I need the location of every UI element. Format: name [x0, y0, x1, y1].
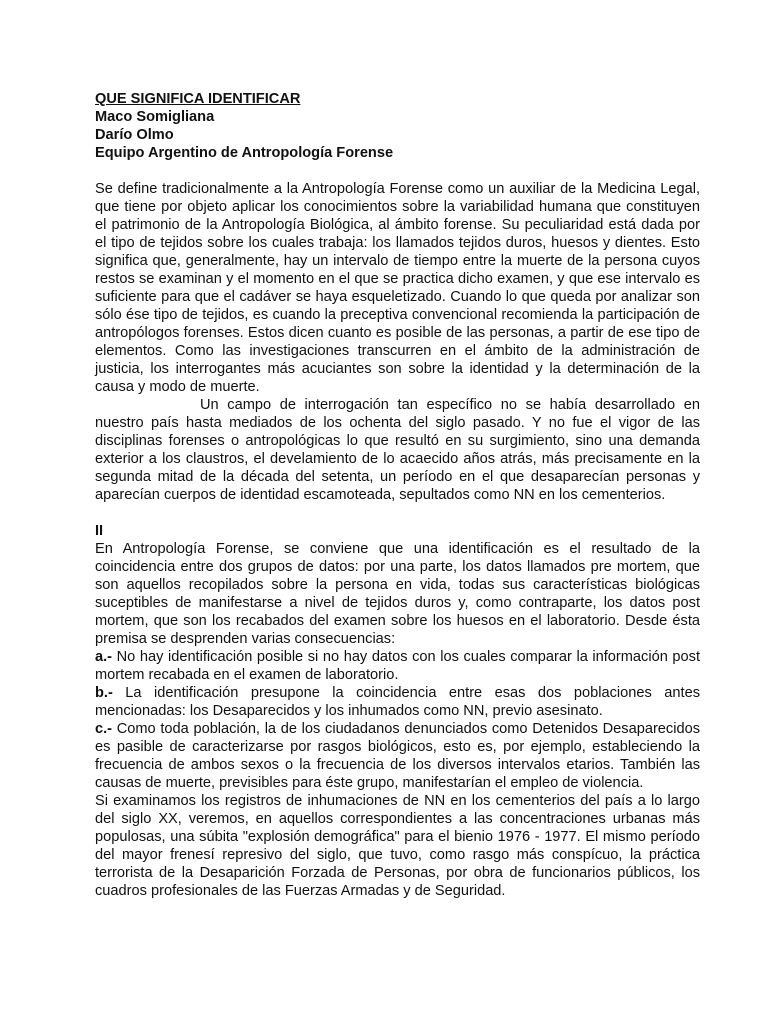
item-label-a: a.-	[95, 649, 113, 665]
document-page	[95, 90, 700, 900]
item-text-c: Como toda población, la de los ciudadanos denunciados como Detenidos Desaparecidos es pasible de caracterizarse por rasgos biológicos, esto es, por ejemplo, estableciendo la frecuencia de ambos sexos o la frecuencia de los diversos intervalos etarios. También las causas de muerte, previsibles para éste grupo, manifestarían el empleo de violencia.	[95, 721, 700, 791]
spacer	[95, 504, 700, 522]
paragraph-2	[95, 396, 700, 504]
spacer	[95, 162, 700, 180]
author-2: Darío Olmo	[95, 127, 174, 143]
item-text-a: No hay identificación posible si no hay datos con los cuales comparar la información post mortem recabada en el examen de laboratorio.	[95, 649, 700, 683]
document-header	[95, 90, 700, 162]
paragraph-2-text: Un campo de interrogación tan específico no se había desarrollado en nuestro país hasta mediados de los ochenta del siglo pasado. Y no fue el vigor de las disciplinas forenses o antropológicas lo que resultó en su surgimiento, sino una demanda exterior a los claustros, el develamiento de lo acaecido años atrás, más precisamente en la segunda mitad de la década del setenta, un período en el que desaparecían personas y aparecían cuerpos de identidad escamoteada, sepultados como NN en los cementerios.	[95, 397, 700, 503]
section-2-intro: En Antropología Forense, se conviene que una identificación es el resultado de la coincidencia entre dos grupos de datos: por una parte, los datos llamados pre mortem, que son aquellos recopilados sobre la persona en vida, todas sus características biológicas suceptibles de manifestarse a nivel de tejidos duros y, como contraparte, los datos post mortem, que son los recabados del examen sobre los huesos en el laboratorio. Desde ésta premisa se desprenden varias consecuencias:	[95, 541, 700, 647]
closing-paragraph: Si examinamos los registros de inhumaciones de NN en los cementerios del país a lo largo del siglo XX, veremos, en aquellos correspondientes a las concentraciones urbanas más populosas, una súbita "explosión demográfica" para el bienio 1976 - 1977. El mismo período del mayor frenesí represivo del siglo, que tuvo, como rasgo más conspícuo, la práctica terrorista de la Desaparición Forzada de Personas, por obra de funcionarios públicos, los cuadros profesionales de las Fuerzas Armadas y de Seguridad.	[95, 793, 700, 899]
item-text-b: La identificación presupone la coincidencia entre esas dos poblaciones antes mencionadas: los Desaparecidos y los inhumados como NN, previo asesinato.	[95, 685, 700, 719]
section-number: II	[95, 523, 104, 539]
item-label-b: b.-	[95, 685, 113, 701]
paragraph-1: Se define tradicionalmente a la Antropología Forense como un auxiliar de la Medicina Legal, que tiene por objeto aplicar los conocimientos sobre la variabilidad humana que constituyen el patrimonio de la Antropología Biológica, al ámbito forense. Su peculiaridad está dada por el tipo de tejidos sobre los cuales trabaja: los llamados tejidos duros, huesos y dientes. Esto significa que, generalmente, hay un intervalo de tiempo entre la muerte de la persona cuyos restos se examinan y el momento en el que se practica dicho examen, y que ese intervalo es suficiente para que el cadáver se haya esqueletizado. Cuando lo que queda por analizar son sólo ése tipo de tejidos, es cuando la preceptiva convencional recomienda la participación de antropólogos forenses. Estos dicen cuanto es posible de las personas, a partir de ese tipo de elementos. Como las investigaciones transcurren en el ámbito de la administración de justicia, los interrogantes más acuciantes son sobre la identidad y la determinación de la causa y modo de muerte.	[95, 181, 700, 395]
document-title: QUE SIGNIFICA IDENTIFICAR	[95, 91, 301, 107]
item-label-c: c.-	[95, 721, 113, 737]
list-item-b	[95, 684, 700, 720]
organization: Equipo Argentino de Antropología Forense	[95, 145, 394, 161]
list-item-c	[95, 720, 700, 792]
author-1: Maco Somigliana	[95, 109, 215, 125]
list-item-a	[95, 648, 700, 684]
